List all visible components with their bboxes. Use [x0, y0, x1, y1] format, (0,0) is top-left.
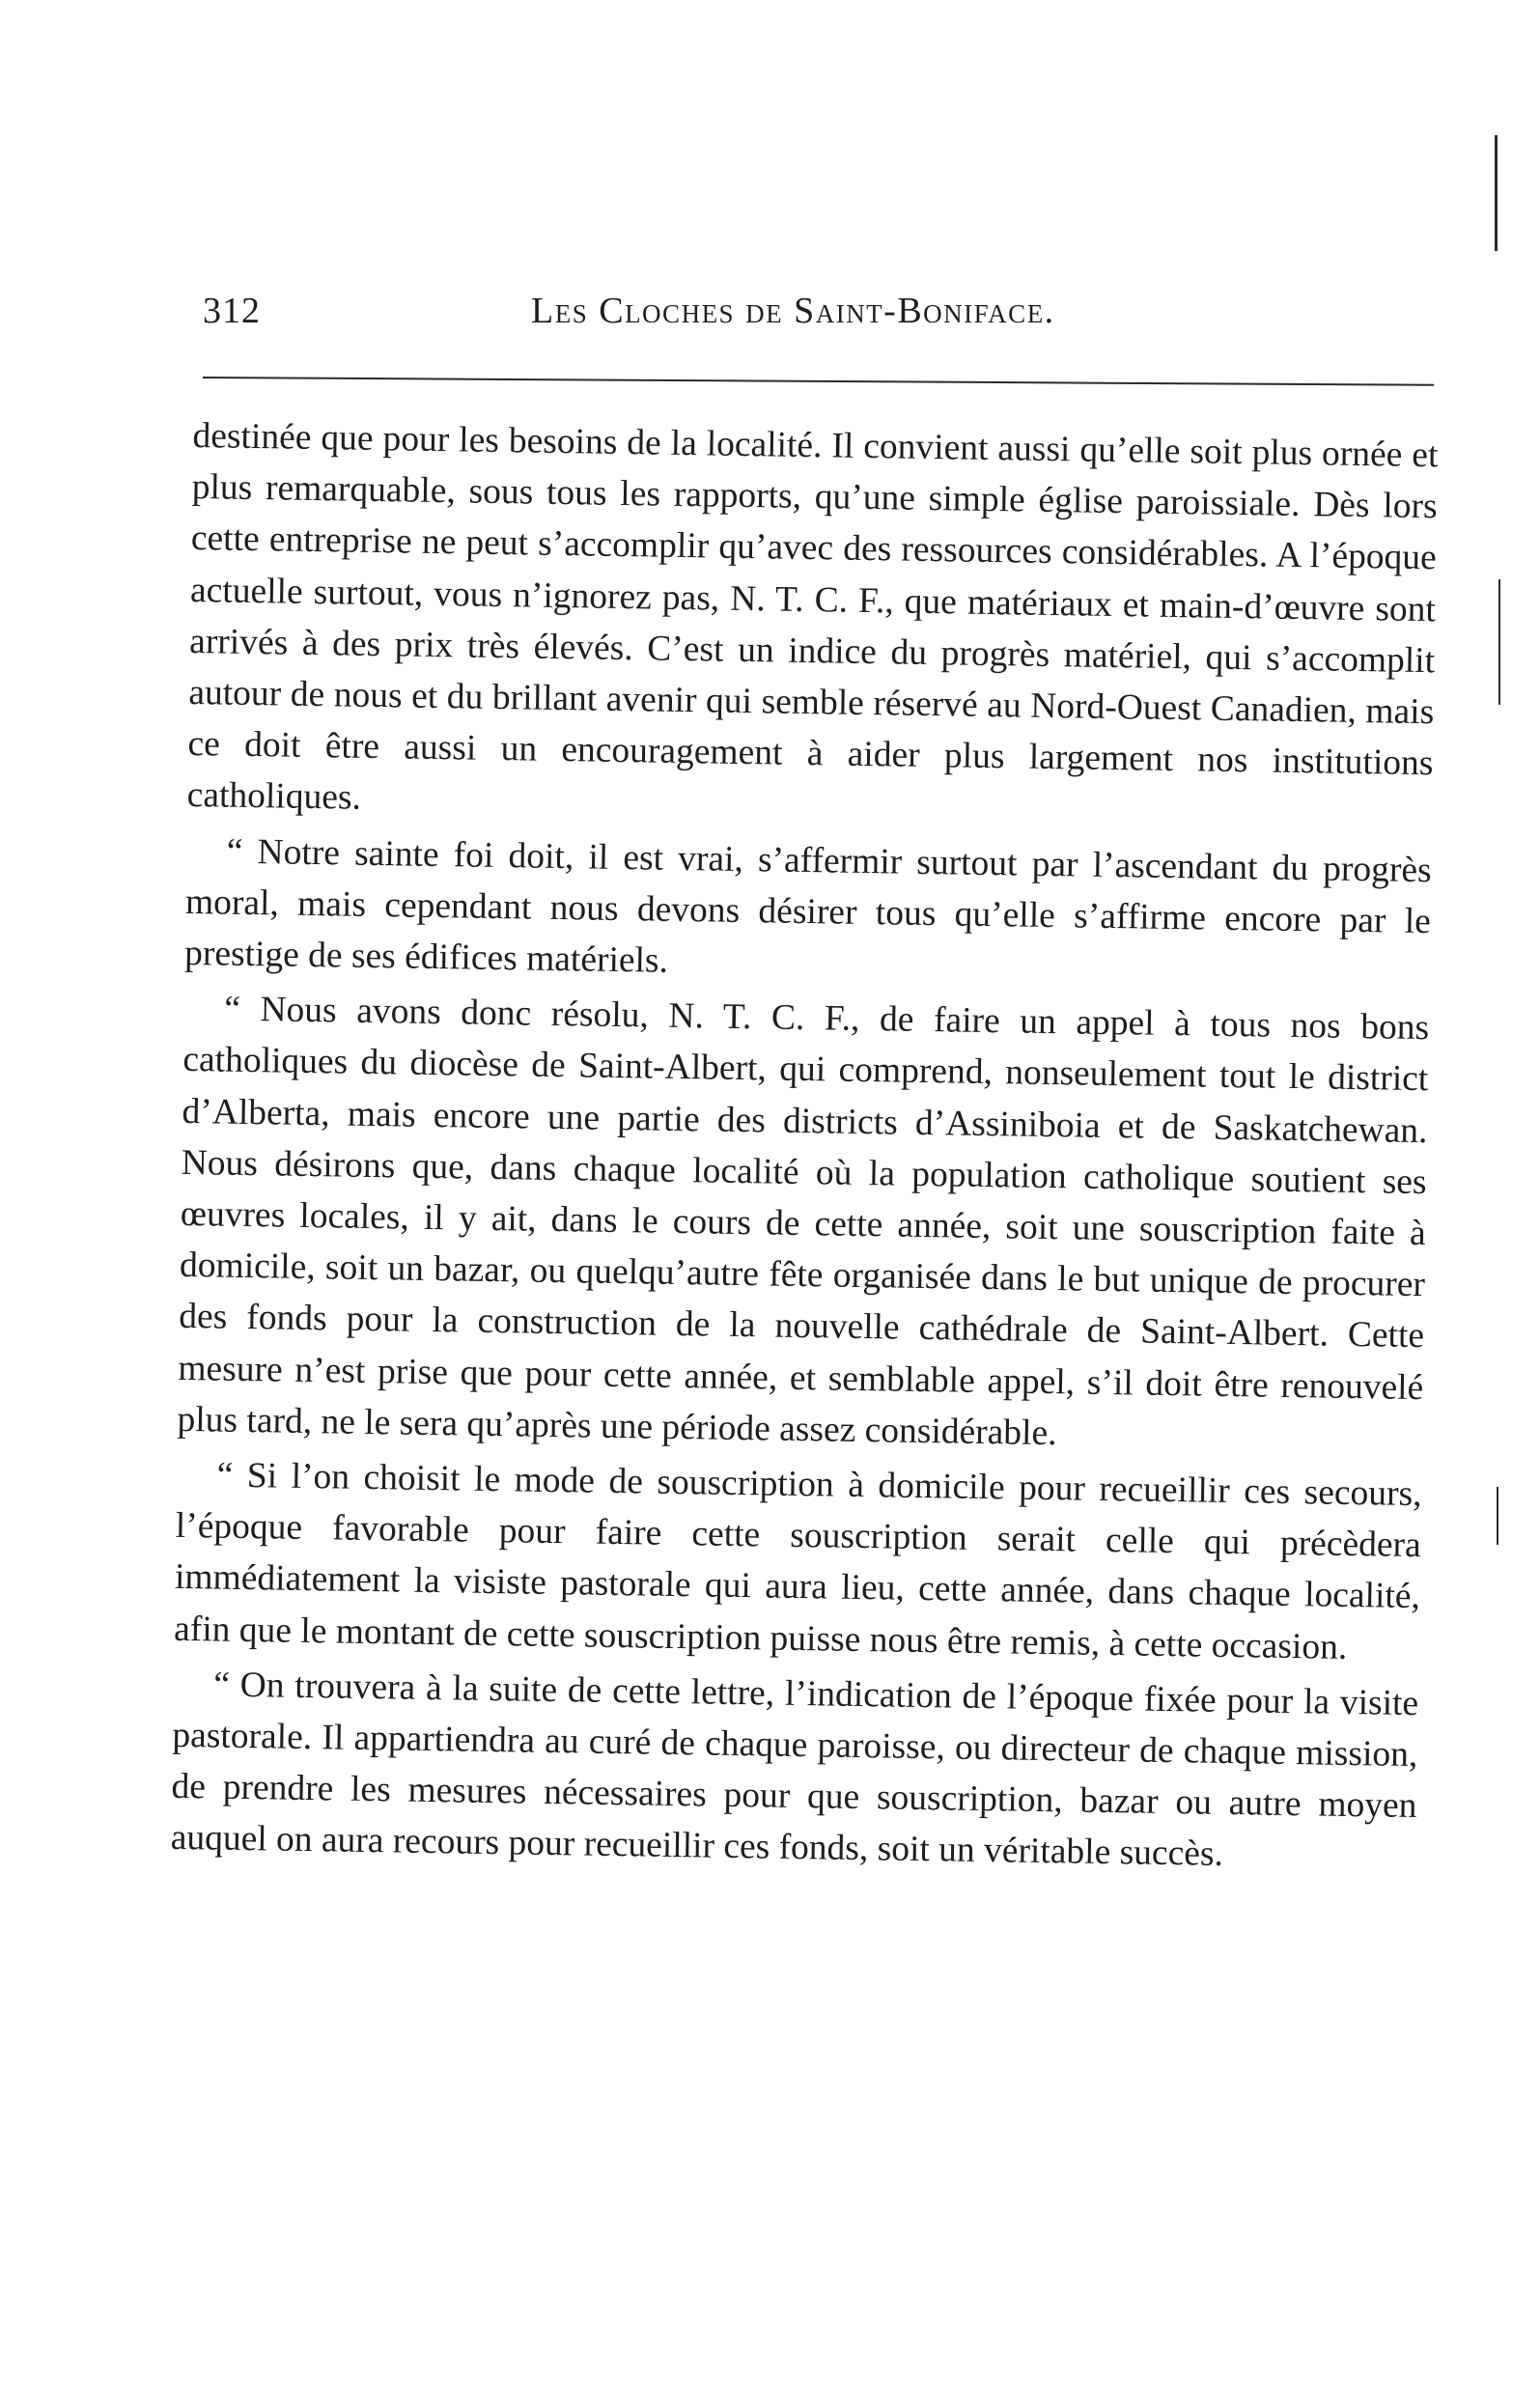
page-header	[203, 290, 1429, 348]
body-text	[170, 410, 1438, 1884]
page-edge-mark	[1495, 135, 1498, 251]
page-edge-mark	[1498, 579, 1500, 705]
page-number: 312	[203, 291, 261, 331]
paragraph-1: destinée que pour les besoins de la localité. Il convient aussi qu’elle soit plus ornée et plus remarquable, sous tous les rapports, qu’une simple église paroissiale. Dès lors cette entreprise ne peut s’accomplir qu’avec des ressources considérables. A l’époque actuelle surtout, vous n’ignorez pas, N. T. C. F., que matériaux et main-d’œuvre sont arrivés à des prix très élevés. C’est un indice du progrès matériel, qui s’accomplit autour de nous et du brillant avenir qui semble réservé au Nord-Ouest Canadien, mais ce doit être aussi un encouragement à aider plus largement nos institutions catholiques.	[186, 415, 1439, 819]
paragraph-4: “ Si l’on choisit le mode de souscription à domicile pour recueillir ces secours, l’époque favorable pour faire cette souscription serait celle qui précèdera immédiatement la visiste pastorale qui aura lieu, cette année, dans chaque localité, afin que le montant de cette souscription puisse nous être remis, à cette occasion.	[173, 1455, 1422, 1667]
paragraph-2: “ Notre sainte foi doit, il est vrai, s’affermir surtout par l’ascendant du progrès moral, mais cependant nous devons désirer tous qu’elle s’affirme encore par le prestige de ses édifices matériels.	[183, 831, 1432, 981]
header-rule	[203, 377, 1434, 386]
running-title: Les Cloches de Saint-Boniface.	[531, 291, 1055, 331]
paragraph-5: “ On trouvera à la suite de cette lettre, l’indication de l’époque fixée pour la visite pastorale. Il appartiendra au curé de chaque paroisse, ou directeur de chaque mission, de prendre les mesures nécessaires pour que souscription, bazar ou autre moyen auquel on aura recours pour recueillir ces fonds, soit un véritable succès.	[170, 1665, 1419, 1875]
paragraph-3: “ Nous avons donc résolu, N. T. C. F., de faire un appel à tous nos bons catholiques du diocèse de Saint-Albert, qui comprend, nonseulement tout le district d’Alberta, mais encore une partie des districts d’Assiniboia et de Saskatchewan. Nous désirons que, dans chaque localité où la population catholique soutient ses œuvres locales, il y ait, dans le cours de cette année, soit une souscription faite à domicile, soit un bazar, ou quelqu’autre fête organisée dans le but unique de procurer des fonds pour la construction de la nouvelle cathédrale de Saint-Albert. Cette mesure n’est prise que pour cette année, et semblable appel, s’il doit être renouvelé plus tard, ne le sera qu’après une période assez considérable.	[177, 989, 1430, 1454]
page-edge-mark	[1497, 1487, 1498, 1545]
